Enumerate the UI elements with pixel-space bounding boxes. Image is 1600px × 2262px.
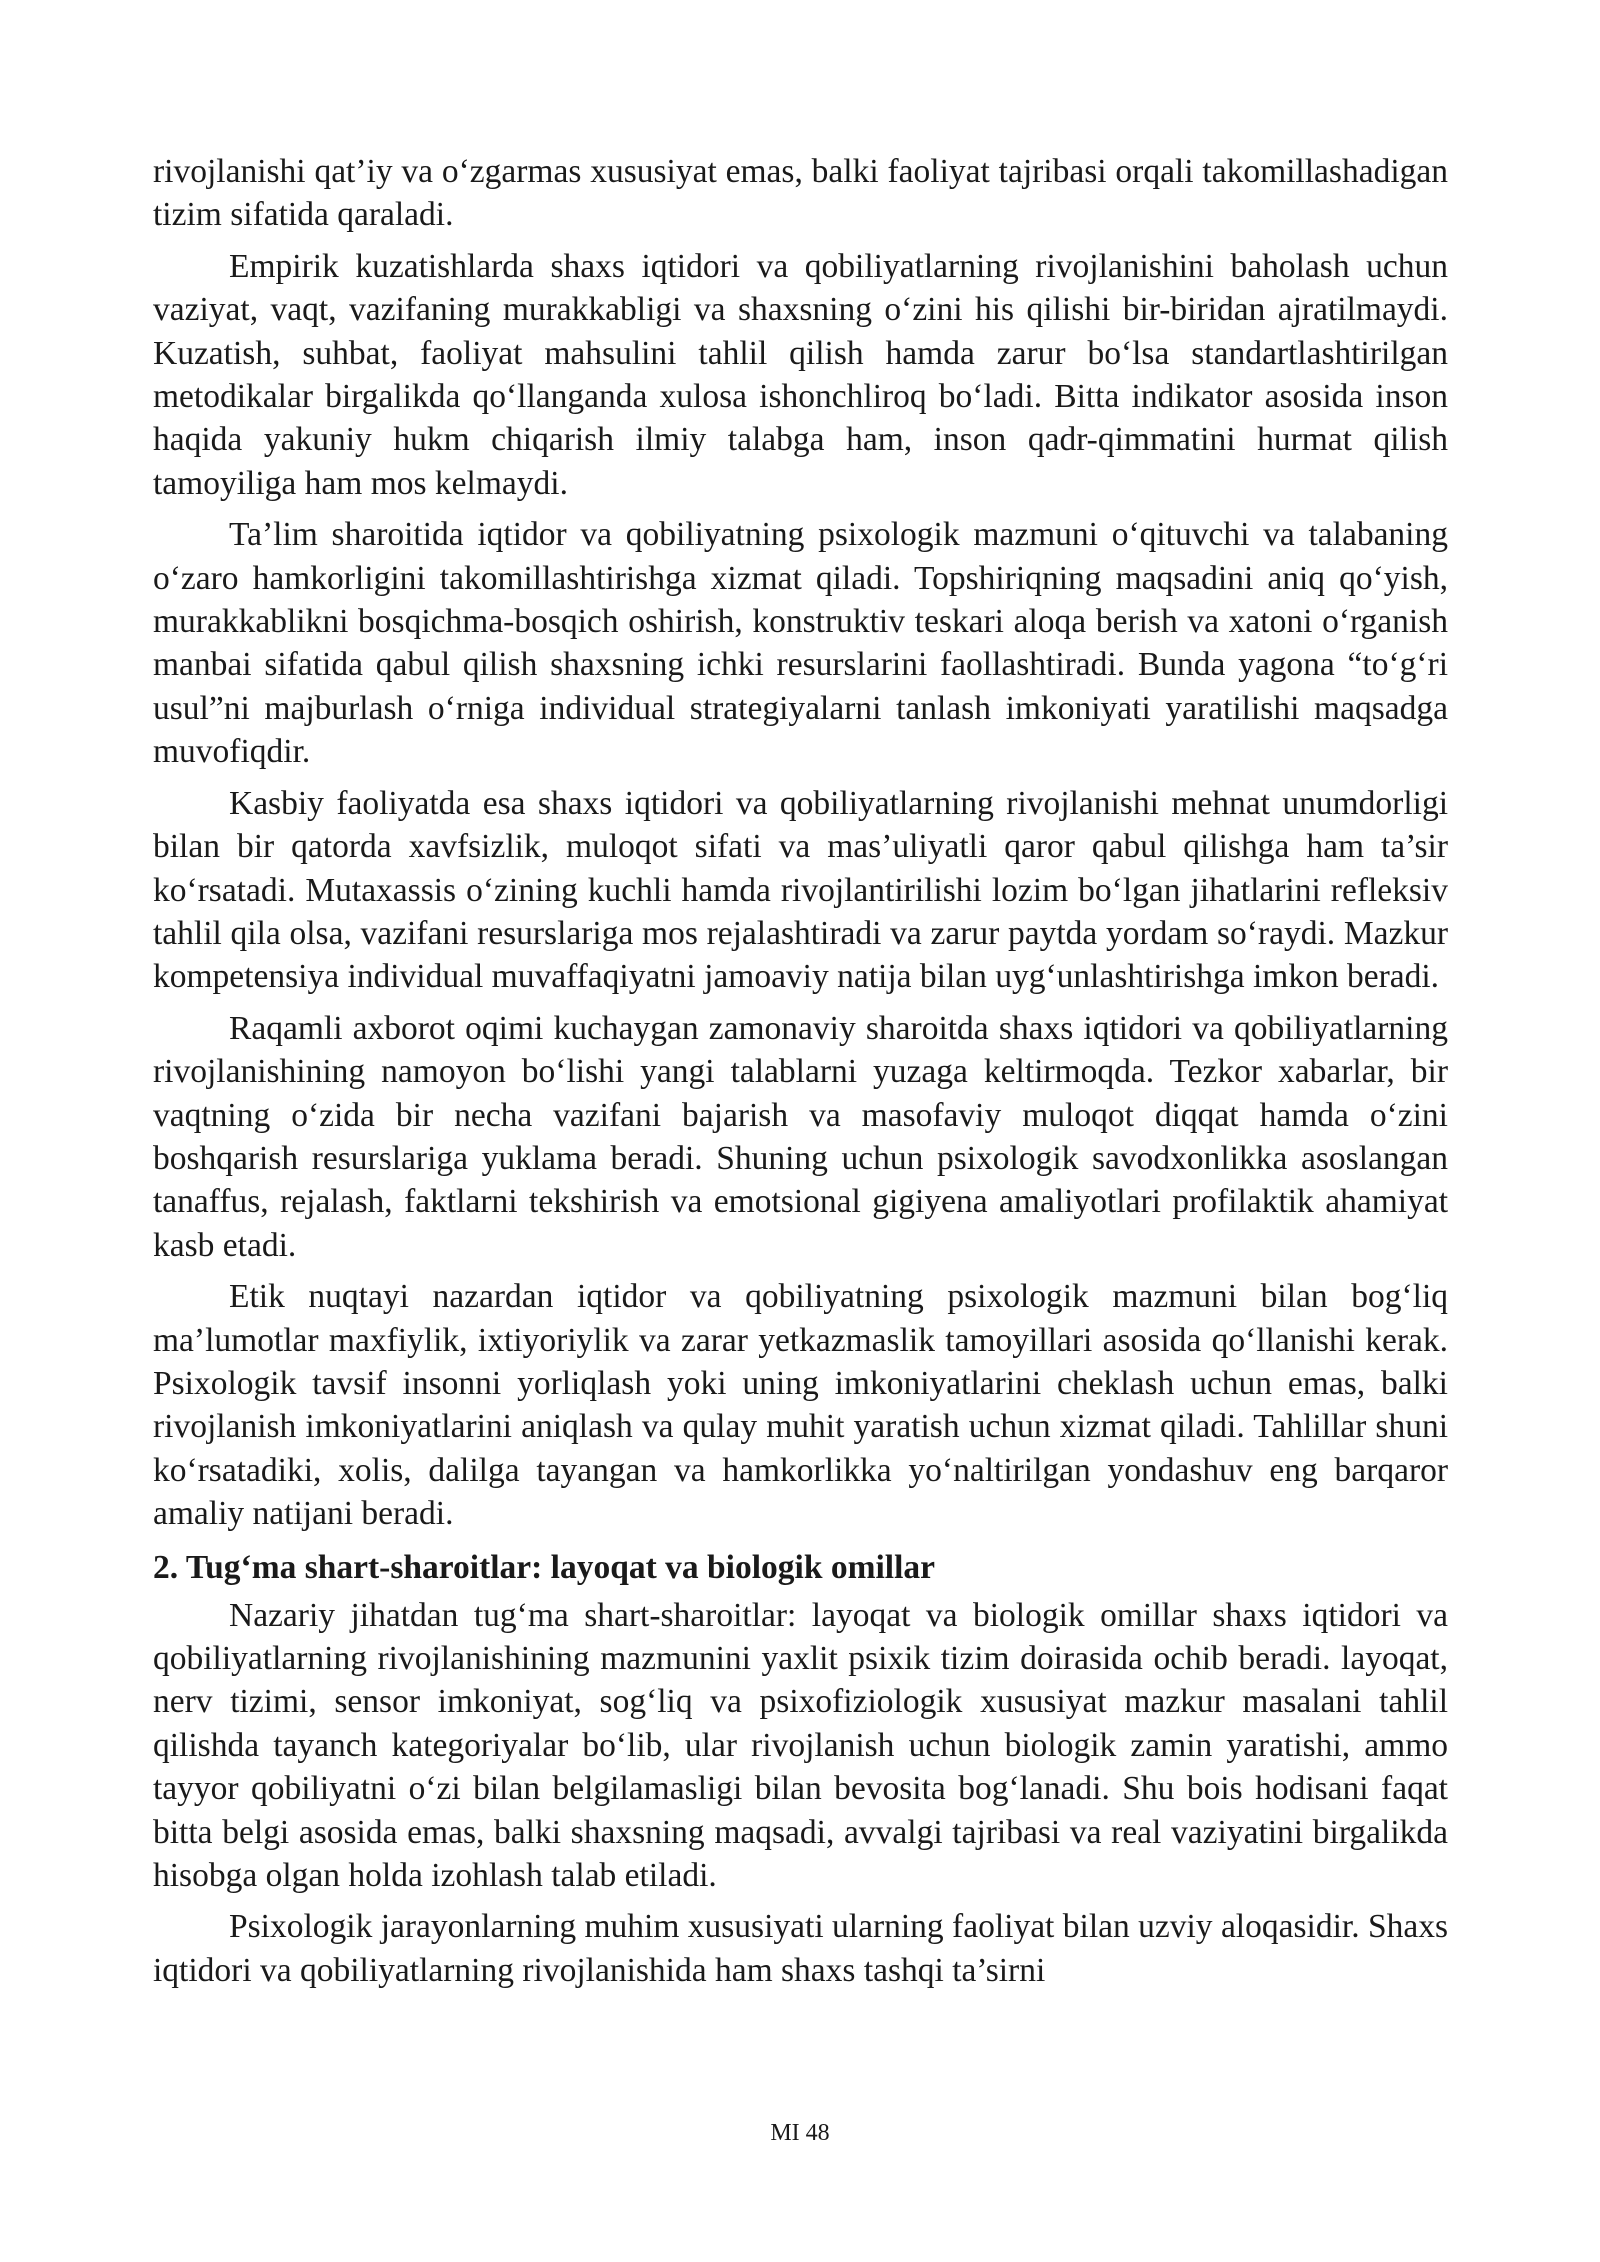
paragraph-group-bottom xyxy=(153,1594,1448,1993)
paragraph: Psixologik jarayonlarning muhim xususiyati ularning faoliyat bilan uzviy aloqasidir. Shaxs iqtidori va qobiliyatlarning rivojlanishida ham shaxs tashqi ta’sirni xyxy=(153,1908,1448,1989)
paragraph: Empirik kuzatishlarda shaxs iqtidori va qobiliyatlarning rivojlanishini baholash uchun vaziyat, vaqt, vazifaning murakkabligi va shaxsning o‘zini his qilishi bir-biridan ajratilmaydi. Kuzatish, suhbat, faoliyat mahsulini tahlil qilish hamda zarur bo‘lsa standartlashtirilgan metodikalar birgalikda qo‘llanganda xulosa ishonchliroq bo‘ladi. Bitta indikator asosida inson haqida yakuniy hukm chiqarish ilmiy talabga ham, inson qadr-qimmatini hurmat qilish tamoyiliga ham mos kelmaydi. xyxy=(153,247,1448,502)
paragraph-group-top xyxy=(153,150,1448,1536)
paragraph: Etik nuqtayi nazardan iqtidor va qobiliyatning psixologik mazmuni bilan bog‘liq ma’lumotlar maxfiylik, ixtiyoriylik va zarar yetkazmaslik tamoyillari asosida qo‘llanishi kerak. Psixologik tavsif insonni yorliqlash yoki uning imkoniyatlarini cheklash uchun emas, balki rivojlanish imkoniyatlarini aniqlash va qulay muhit yaratish uchun xizmat qiladi. Tahlillar shuni ko‘rsatadiki, xolis, dalilga tayangan va hamkorlikka yo‘naltirilgan yondashuv eng barqaror amaliy natijani beradi. xyxy=(153,1278,1448,1533)
section-heading: 2. Tug‘ma shart-sharoitlar: layoqat va biologik omillar xyxy=(153,1548,936,1586)
paragraph: Kasbiy faoliyatda esa shaxs iqtidori va qobiliyatlarning rivojlanishi mehnat unumdorligi bilan bir qatorda xavfsizlik, muloqot sifati va mas’uliyatli qaror qabul qilishga ham ta’sir ko‘rsatadi. Mutaxassis o‘zining kuchli hamda rivojlantirilishi lozim bo‘lgan jihatlarini refleksiv tahlil qila olsa, vazifani resurslariga mos rejalashtiradi va zarur paytda yordam so‘raydi. Mazkur kompetensiya individual muvaffaqiyatni jamoaviy natija bilan uyg‘unlashtirishga imkon beradi. xyxy=(153,784,1448,996)
paragraph: Nazariy jihatdan tug‘ma shart-sharoitlar: layoqat va biologik omillar shaxs iqtidori va qobiliyatlarning rivojlanishining mazmunini yaxlit psixik tizim doirasida ochib beradi. layoqat, nerv tizimi, sensor imkoniyat, sog‘liq va psixofiziologik xususiyat mazkur masalani tahlil qilishda tayanch kategoriyalar bo‘lib, ular rivojlanish uchun biologik zamin yaratishi, ammo tayyor qobiliyatni o‘zi bilan belgilamasligi bilan bevosita bog‘lanadi. Shu bois hodisani faqat bitta belgi asosida emas, balki shaxsning maqsadi, avvalgi tajribasi va real vaziyatini birgalikda hisobga olgan holda izohlash talab etiladi. xyxy=(153,1596,1448,1895)
document-page xyxy=(153,150,1448,2000)
paragraph: rivojlanishi qat’iy va o‘zgarmas xususiyat emas, balki faoliyat tajribasi orqali takomillashadigan tizim sifatida qaraladi. xyxy=(153,153,1448,234)
paragraph: Ta’lim sharoitida iqtidor va qobiliyatning psixologik mazmuni o‘qituvchi va talabaning o‘zaro hamkorligini takomillashtirishga xizmat qiladi. Topshiriqning maqsadini aniq qo‘yish, murakkablikni bosqichma-bosqich oshirish, konstruktiv teskari aloqa berish va xatoni o‘rganish manbai sifatida qabul qilish shaxsning ichki resurslarini faollashtiradi. Bunda yagona “to‘g‘ri usul”ni majburlash o‘rniga individual strategiyalarni tanlash imkoniyati yaratilishi maqsadga muvofiqdir. xyxy=(153,516,1448,771)
paragraph: Raqamli axborot oqimi kuchaygan zamonaviy sharoitda shaxs iqtidori va qobiliyatlarning rivojlanishining namoyon bo‘lishi yangi talablarni yuzaga keltirmoqda. Tezkor xabarlar, bir vaqtning o‘zida bir necha vazifani bajarish va masofaviy muloqot diqqat hamda o‘zini boshqarish resurslariga yuklama beradi. Shuning uchun psixologik savodxonlikka asoslangan tanaffus, rejalash, faktlarni tekshirish va emotsional gigiyena amaliyotlari profilaktik ahamiyat kasb etadi. xyxy=(153,1009,1448,1264)
page-number: MI 48 xyxy=(770,2120,830,2146)
